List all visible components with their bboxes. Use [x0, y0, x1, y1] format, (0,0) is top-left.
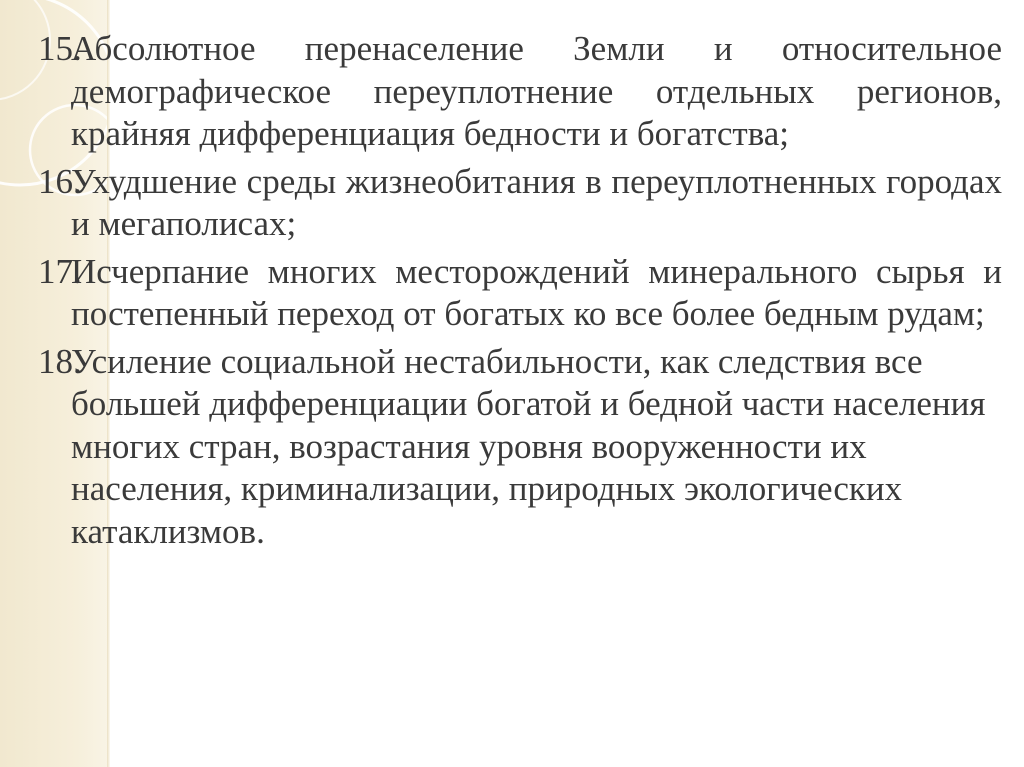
item-number: 18.: [38, 341, 82, 381]
item-number: 16.: [38, 161, 82, 201]
item-text: Усиление социальной нестабильности, как следствия все большей дифференциации богатой и бедной части населения многих стран, возрастания уровня вооруженности их населения, криминализации, природных экологических катаклизмов.: [71, 341, 986, 551]
list-item-16: [40, 161, 1002, 246]
item-number: 17.: [38, 251, 82, 291]
slide-content: [40, 28, 1002, 558]
list-item-17: [40, 251, 1002, 336]
item-text: Исчерпание многих месторождений минерального сырья и постепенный переход от богатых ко все более бедным рудам;: [71, 251, 1002, 333]
item-text: Абсолютное перенаселение Земли и относительное демографическое переуплотнение отдельных регионов, крайняя дифференциация бедности и богатства;: [71, 29, 1002, 153]
list-item-15: [40, 28, 1002, 156]
list-item-18: [40, 341, 1002, 554]
item-number: 15.: [38, 29, 82, 68]
item-text: Ухудшение среды жизнеобитания в переуплотненных городах и мегаполисах;: [71, 161, 1002, 243]
